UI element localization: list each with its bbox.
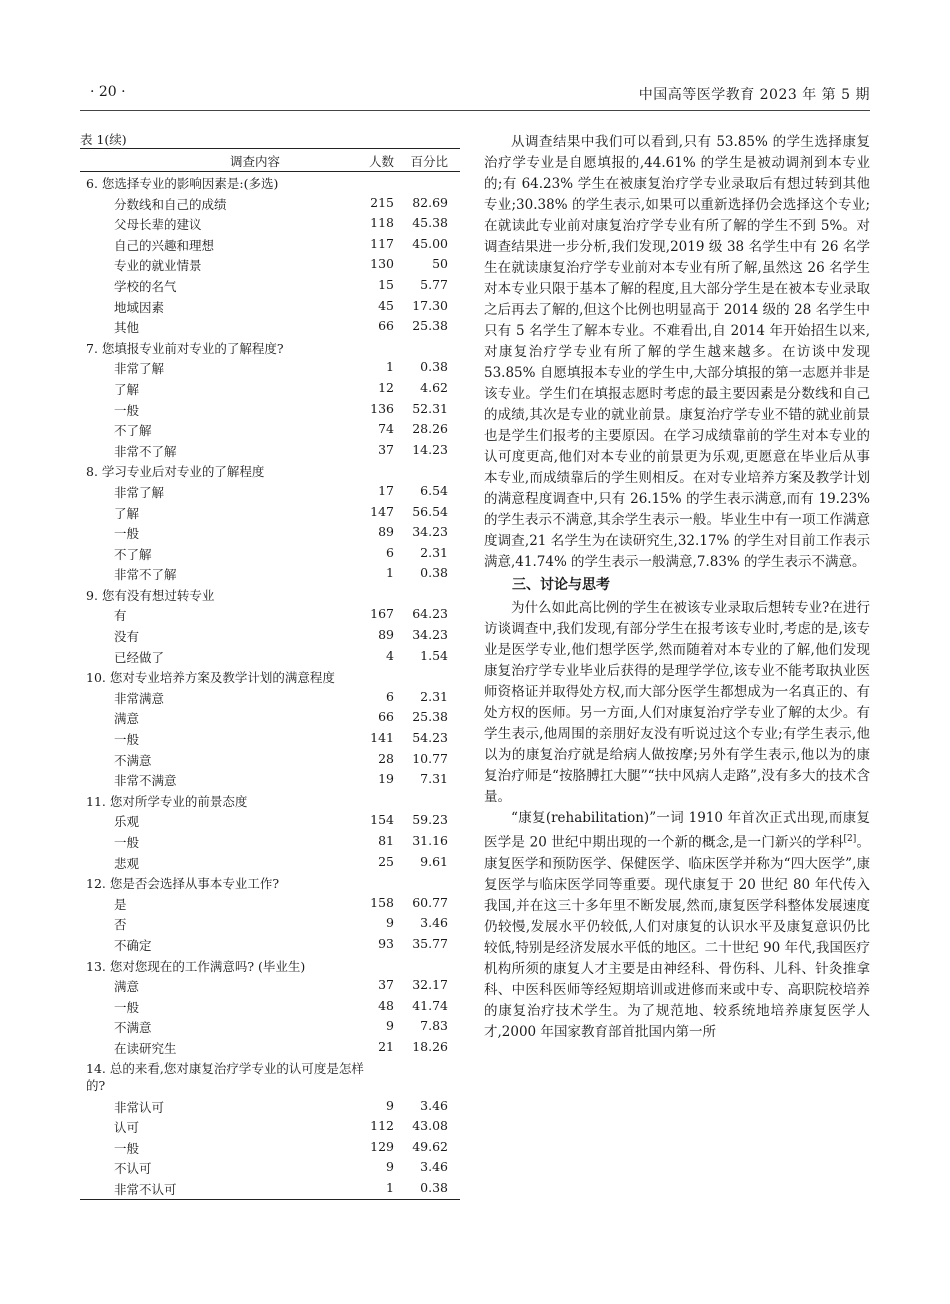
row-percent: 17.30 xyxy=(412,297,448,313)
page-header xyxy=(80,84,870,106)
row-label: 其他 xyxy=(114,320,140,336)
row-label: 非常认可 xyxy=(114,1099,165,1115)
table-row xyxy=(80,399,460,420)
row-label: 一般 xyxy=(114,526,140,542)
table-row xyxy=(80,502,460,523)
table-section-title: 13. 您对您现在的工作满意吗? (毕业生) xyxy=(86,958,306,974)
journal-title: 中国高等医学教育 2023 年 第 5 期 xyxy=(638,87,870,103)
row-count: 9 xyxy=(386,1097,394,1113)
table-row xyxy=(80,769,460,790)
row-label: 认可 xyxy=(114,1120,140,1136)
row-percent: 10.77 xyxy=(412,750,448,766)
row-label: 分数线和自己的成绩 xyxy=(114,196,227,212)
page-number: · 20 · xyxy=(90,84,126,100)
table-row xyxy=(80,275,460,296)
table-section-title: 8. 学习专业后对专业的了解程度 xyxy=(86,464,265,480)
table-row xyxy=(80,831,460,852)
row-count: 21 xyxy=(378,1038,394,1054)
table-row xyxy=(80,625,460,646)
table-row xyxy=(80,852,460,873)
row-count: 17 xyxy=(378,482,394,498)
row-label: 非常满意 xyxy=(114,690,165,706)
row-count: 117 xyxy=(370,235,394,251)
table-row xyxy=(80,996,460,1017)
table-row xyxy=(80,893,460,914)
row-count: 1 xyxy=(386,565,394,581)
row-percent: 3.46 xyxy=(420,1159,448,1175)
row-percent: 43.08 xyxy=(412,1118,448,1134)
row-percent: 34.23 xyxy=(412,524,448,540)
table-section-title: 6. 您选择专业的影响因素是:(多选) xyxy=(86,176,279,191)
row-label: 一般 xyxy=(114,402,140,418)
row-label: 已经做了 xyxy=(114,649,165,665)
row-count: 215 xyxy=(370,194,394,210)
row-label: 一般 xyxy=(114,1140,140,1156)
table-row xyxy=(80,234,460,255)
row-percent: 54.23 xyxy=(412,730,448,746)
header-count: 人数 xyxy=(368,154,394,169)
table-row xyxy=(80,357,460,378)
row-count: 37 xyxy=(378,977,394,993)
citation: [2] xyxy=(843,834,857,844)
table-bottom-rule xyxy=(80,1199,460,1200)
table-row xyxy=(80,810,460,831)
row-percent: 25.38 xyxy=(412,318,448,334)
row-label: 满意 xyxy=(114,711,140,727)
row-label: 一般 xyxy=(114,999,140,1015)
row-label: 自己的兴趣和理想 xyxy=(114,237,215,253)
row-label: 非常不了解 xyxy=(114,567,177,583)
row-label: 专业的就业情景 xyxy=(114,258,202,274)
row-label: 不满意 xyxy=(114,1020,152,1036)
table-row xyxy=(80,913,460,934)
table-row xyxy=(80,1157,460,1178)
row-percent: 45.00 xyxy=(412,235,448,251)
row-count: 9 xyxy=(386,915,394,931)
row-count: 93 xyxy=(378,935,394,951)
row-percent: 6.54 xyxy=(420,482,448,498)
row-count: 74 xyxy=(378,421,394,437)
table-row xyxy=(80,749,460,770)
row-percent: 28.26 xyxy=(412,421,448,437)
row-percent: 7.31 xyxy=(420,771,448,787)
table-row xyxy=(80,1116,460,1137)
row-count: 15 xyxy=(378,276,394,292)
row-label: 悲观 xyxy=(114,855,140,871)
row-label: 是 xyxy=(114,896,127,912)
table-row xyxy=(80,378,460,399)
row-count: 6 xyxy=(386,688,394,704)
row-label: 不满意 xyxy=(114,752,152,768)
row-percent: 60.77 xyxy=(412,894,448,910)
row-percent: 59.23 xyxy=(412,812,448,828)
row-label: 有 xyxy=(114,608,127,624)
row-count: 6 xyxy=(386,544,394,560)
table-row xyxy=(80,687,460,708)
table-row xyxy=(80,1096,460,1117)
row-label: 不认可 xyxy=(114,1161,152,1177)
table-row xyxy=(80,522,460,543)
table-row xyxy=(80,316,460,337)
row-count: 9 xyxy=(386,1018,394,1034)
header-item: 调查内容 xyxy=(230,154,281,169)
table-row xyxy=(80,213,460,234)
row-count: 112 xyxy=(370,1118,394,1134)
row-label: 父母长辈的建议 xyxy=(114,217,202,233)
table-row xyxy=(80,440,460,461)
table-row xyxy=(80,193,460,214)
row-count: 19 xyxy=(378,771,394,787)
table-section-title: 14. 总的来看,您对康复治疗学专业的认可度是怎样的? xyxy=(86,1060,364,1093)
row-count: 118 xyxy=(370,215,394,231)
survey-table xyxy=(80,132,460,1200)
row-percent: 0.38 xyxy=(420,565,448,581)
table-row xyxy=(80,1016,460,1037)
row-count: 89 xyxy=(378,524,394,540)
table-caption: 表 1(续) xyxy=(80,132,127,147)
row-label: 地域因素 xyxy=(114,299,165,315)
row-label: 满意 xyxy=(114,979,140,995)
row-label: 非常不了解 xyxy=(114,443,177,459)
row-count: 167 xyxy=(370,606,394,622)
row-count: 45 xyxy=(378,297,394,313)
table-section-title: 11. 您对所学专业的前景态度 xyxy=(86,793,248,809)
paragraph: 从调查结果中我们可以看到,只有 53.85% 的学生选择康复治疗学专业是自愿填报的,44.61% 的学生是被动调剂到本专业的;有 64.23% 学生在被康复治疗学专业录取后有想过转到其他专业;30.38% 的学生表示,如果可以重新选择仍会选择这个专业;在就读此专业前对康复治疗学专业有所了解的学生不到 5%。对调查结果进一步分析,我们发现,2019 级 38 名学生中有 26 名学生在就读康复治疗学专业前对本专业有所了解,虽然这 26 名学生对本专业只限于基本了解的程度,且大部分学生是在被本专业录取之后再去了解的,但这个比例也明显高于 2014 级的 28 名学生中只有 5 名学生了解本专业。不难看出,自 2014 年开始招生以来,对康复治疗学专业有所了解的学生越来越多。在访谈中发现 53.85% 自愿填报本专业的学生中,大部分填报的第一志愿并非是该专业。学生们在填报志愿时考虑的最主要因素是分数线和自己的成绩,其次是专业的就业前景。康复治疗学专业不错的就业前景也是学生们报考的主要原因。在学习成绩靠前的学生对本专业的认可度更高,他们对本专业的前景更为乐观,更愿意在毕业后从事本专业,而成绩靠后的学生则相反。在对专业培养方案及教学计划的满意程度调查中,只有 26.15% 的学生表示满意,而有 19.23% 的学生表示不满意,其余学生表示一般。毕业生中有一项工作满意度调查,21 名学生为在读研究生,32.17% 的学生对目前工作表示满意,41.74% 的学生表示一般满意,7.83% 的学生表示不满意。 xyxy=(484,134,870,570)
row-label: 没有 xyxy=(114,629,140,645)
row-count: 81 xyxy=(378,833,394,848)
row-count: 147 xyxy=(370,503,394,519)
row-percent: 7.83 xyxy=(420,1018,448,1034)
row-count: 89 xyxy=(378,627,394,643)
row-percent: 82.69 xyxy=(412,194,448,210)
body-text xyxy=(484,132,870,1043)
row-percent: 34.23 xyxy=(412,627,448,643)
row-percent: 4.62 xyxy=(420,379,448,395)
table-row xyxy=(80,481,460,502)
row-percent: 35.77 xyxy=(412,935,448,951)
table-row xyxy=(80,1137,460,1158)
row-count: 48 xyxy=(378,997,394,1013)
row-label: 了解 xyxy=(114,505,140,521)
row-percent: 3.46 xyxy=(420,1097,448,1113)
row-percent: 64.23 xyxy=(412,606,448,622)
table-section-title: 7. 您填报专业前对专业的了解程度? xyxy=(86,340,284,356)
row-label: 一般 xyxy=(114,732,140,748)
table-row xyxy=(80,975,460,996)
row-count: 129 xyxy=(370,1138,394,1154)
row-percent: 1.54 xyxy=(420,647,448,663)
row-percent: 0.38 xyxy=(420,359,448,375)
header-rule xyxy=(80,110,870,111)
table-body xyxy=(80,172,460,1199)
header-percent: 百分比 xyxy=(410,154,448,169)
table-row xyxy=(80,296,460,317)
row-label: 非常不满意 xyxy=(114,773,177,789)
table-row xyxy=(80,934,460,955)
row-percent: 52.31 xyxy=(412,400,448,416)
row-label: 学校的名气 xyxy=(114,278,177,294)
table-row xyxy=(80,707,460,728)
row-label: 乐观 xyxy=(114,814,140,830)
row-label: 不了解 xyxy=(114,546,152,562)
table-row xyxy=(80,543,460,564)
row-percent: 2.31 xyxy=(420,688,448,704)
row-count: 136 xyxy=(370,400,394,416)
table-row xyxy=(80,604,460,625)
table-section-title: 9. 您有没有想过转专业 xyxy=(86,587,215,603)
section-heading: 三、讨论与思考 xyxy=(512,577,610,593)
row-percent: 14.23 xyxy=(412,441,448,457)
row-percent: 25.38 xyxy=(412,709,448,725)
table-row xyxy=(80,563,460,584)
row-label: 不了解 xyxy=(114,423,152,439)
row-label: 否 xyxy=(114,917,127,933)
row-percent: 32.17 xyxy=(412,977,448,993)
row-percent: 31.16 xyxy=(412,833,448,848)
row-label: 非常了解 xyxy=(114,484,165,500)
table-section-title: 12. 您是否会选择从事本专业工作? xyxy=(86,876,280,892)
row-count: 12 xyxy=(378,379,394,395)
row-percent: 9.61 xyxy=(420,853,448,869)
row-percent: 41.74 xyxy=(412,997,448,1013)
row-percent: 45.38 xyxy=(412,215,448,231)
row-label: 不确定 xyxy=(114,937,152,953)
row-label: 非常不认可 xyxy=(114,1181,177,1197)
paragraph: 为什么如此高比例的学生在被该专业录取后想转专业?在进行访谈调查中,我们发现,有部分学生在报考该专业时,考虑的是,该专业是医学专业,他们想学医学,然而随着对本专业的了解,他们发现康复治疗学专业毕业后获得的是理学学位,该专业不能考取执业医师资格证并取得处方权,而大部分医学生都想成为一名真正的、有处方权的医师。另一方面,人们对康复治疗学专业了解的太少。有学生表示,他周围的亲朋好友没有听说过这个专业;有学生表示,他以为的康复治疗就是给病人做按摩;另外有学生表示,他以为的康复治疗师是“按胳膊扛大腿”“扶中风病人走路”,没有多大的技术含量。 xyxy=(484,600,870,805)
row-percent: 5.77 xyxy=(420,276,448,292)
row-percent: 0.38 xyxy=(420,1179,448,1195)
row-count: 141 xyxy=(370,730,394,746)
row-count: 37 xyxy=(378,441,394,457)
paragraph: “康复(rehabilitation)”一词 1910 年首次正式出现,而康复医学是 20 世纪中期出现的一个新的概念,是一门新兴的学科[2]。康复医学和预防医学、保健医学、临床医学并称为“四大医学”,康复医学与临床医学同等重要。现代康复于 20 世纪 80 年代传入我国,并在这三十多年里不断发展,然而,康复医学科整体发展速度仍较慢,发展水平仍较低,人们对康复的认识水平及康复意识仍比较低,特别是经济发展水平低的地区。二十世纪 90 年代,我国医疗机构所须的康复人才主要是由神经科、骨伤科、儿科、针灸推拿科、中医科医师等经短期培训或进修而来或中专、高职院校培养的康复治疗技术学生。为了规范地、较系统地培养康复医学人才,2000 年国家教育部首批国内第一所 xyxy=(484,810,870,1040)
row-label: 一般 xyxy=(114,835,140,850)
row-count: 28 xyxy=(378,750,394,766)
table-row xyxy=(80,728,460,749)
row-percent: 49.62 xyxy=(412,1138,448,1154)
table-section-title: 10. 您对专业培养方案及教学计划的满意程度 xyxy=(86,670,335,686)
table-row xyxy=(80,646,460,667)
row-count: 9 xyxy=(386,1159,394,1175)
row-label: 在读研究生 xyxy=(114,1040,177,1056)
row-count: 4 xyxy=(386,647,394,663)
table-header xyxy=(80,149,460,171)
row-percent: 2.31 xyxy=(420,544,448,560)
row-count: 130 xyxy=(370,256,394,272)
row-count: 158 xyxy=(370,894,394,910)
row-count: 1 xyxy=(386,359,394,375)
row-count: 154 xyxy=(370,812,394,828)
row-label: 非常了解 xyxy=(114,361,165,377)
row-count: 1 xyxy=(386,1179,394,1195)
table-row xyxy=(80,1037,460,1058)
table-row xyxy=(80,419,460,440)
table-row xyxy=(80,1178,460,1199)
row-count: 66 xyxy=(378,318,394,334)
row-percent: 3.46 xyxy=(420,915,448,931)
row-label: 了解 xyxy=(114,381,140,397)
row-percent: 56.54 xyxy=(412,503,448,519)
row-count: 25 xyxy=(378,853,394,869)
row-count: 66 xyxy=(378,709,394,725)
row-percent: 18.26 xyxy=(412,1038,448,1054)
table-row xyxy=(80,254,460,275)
row-percent: 50 xyxy=(432,256,448,272)
